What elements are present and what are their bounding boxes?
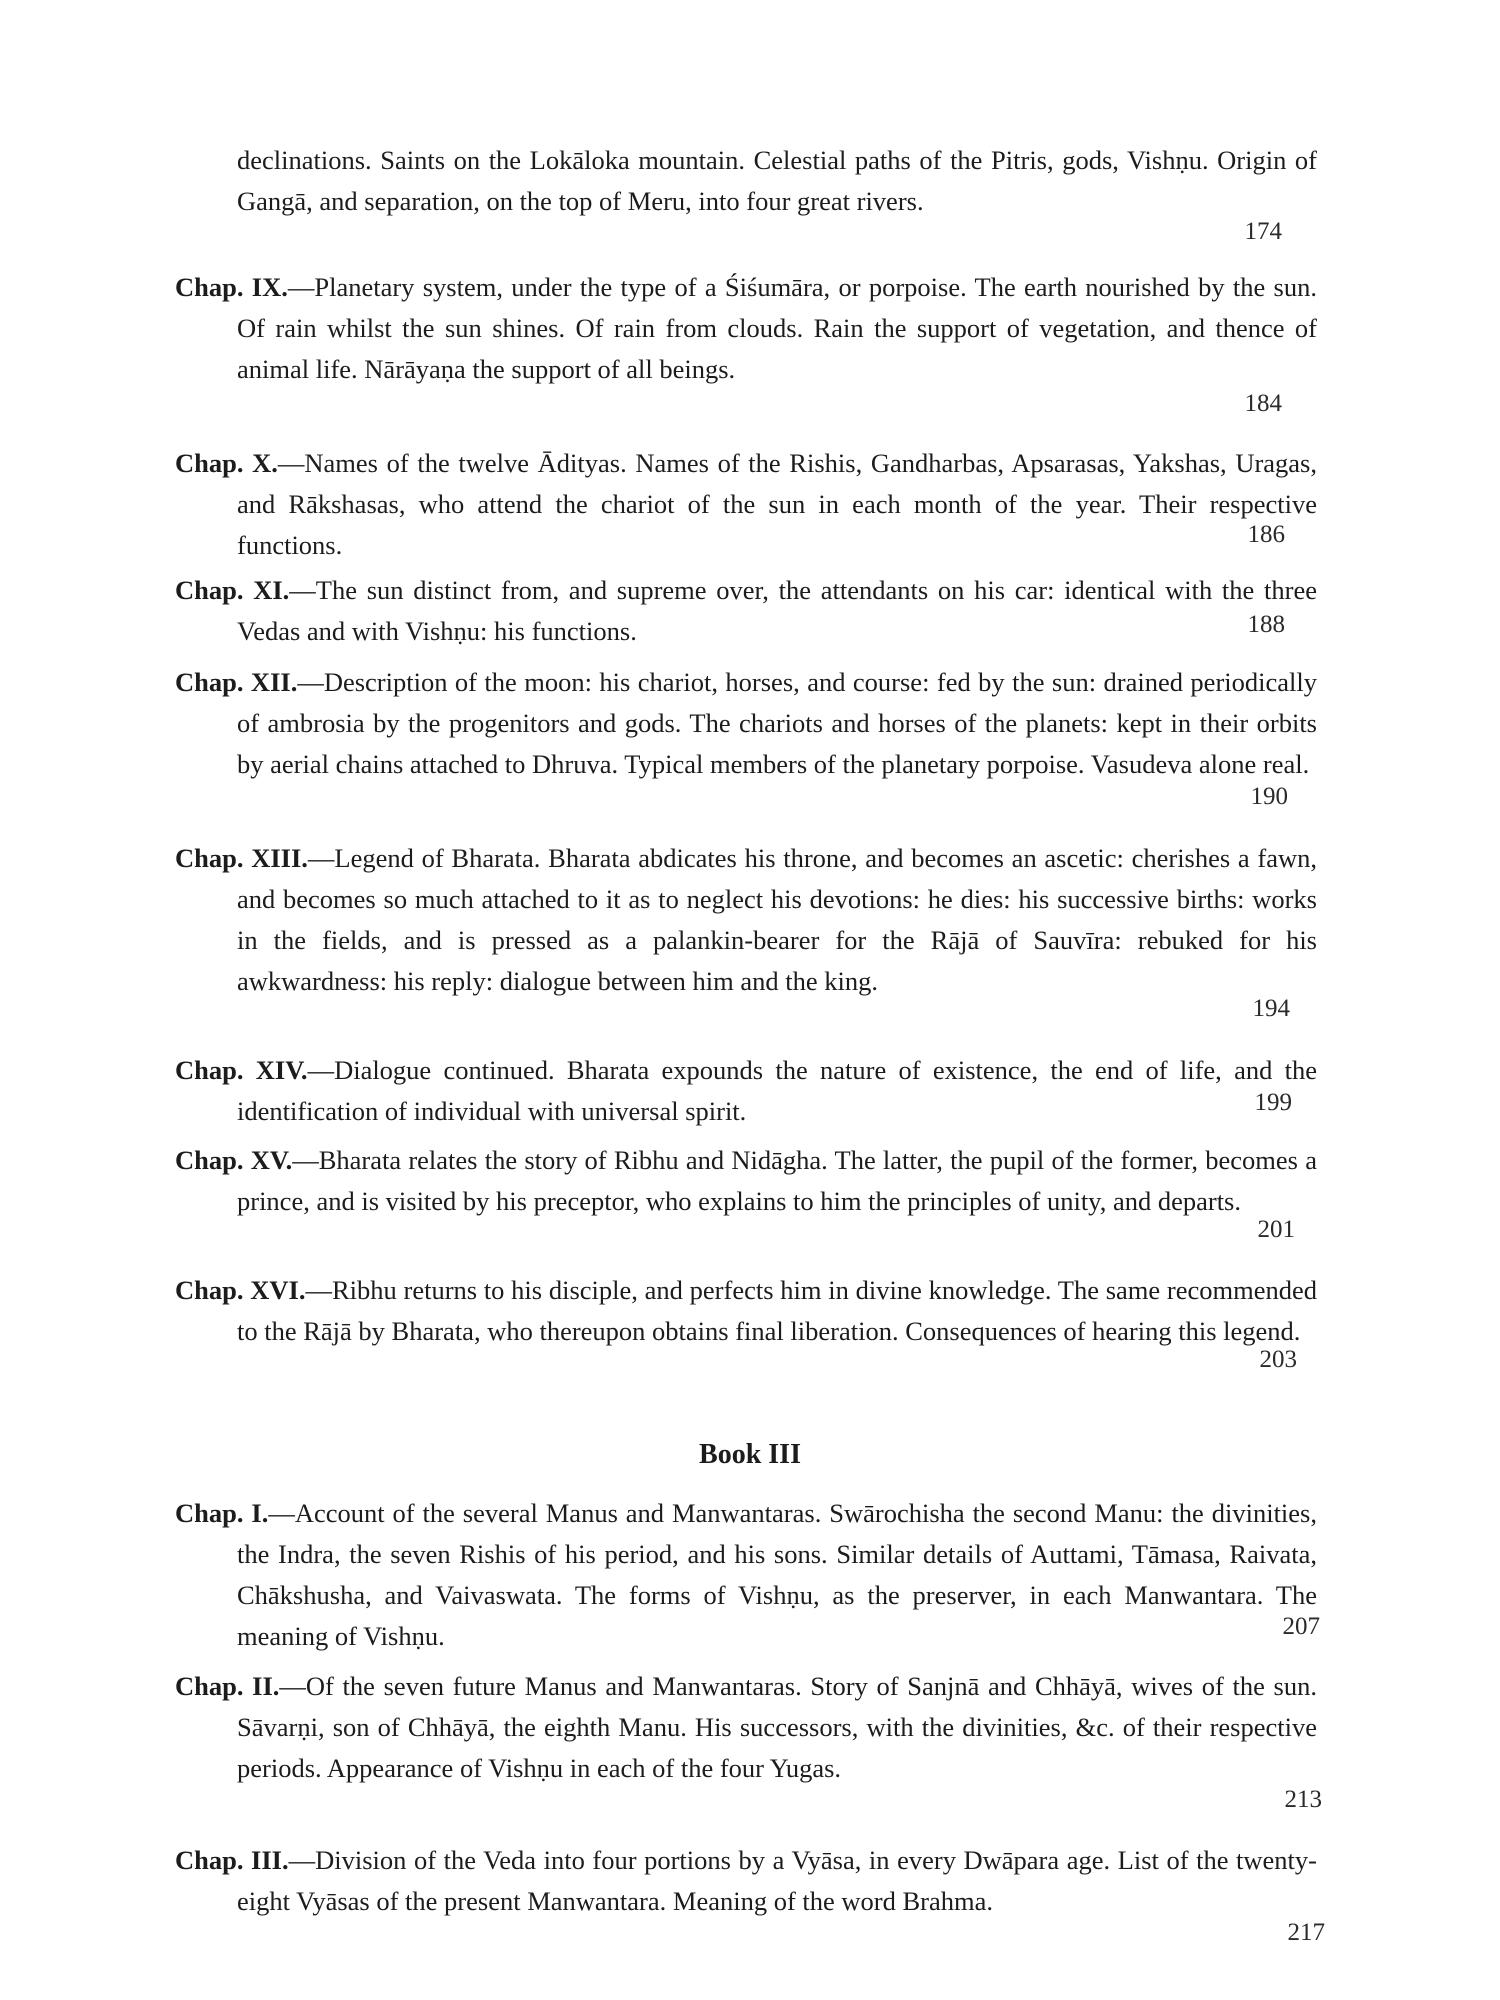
toc-page-number: 186 [1247, 521, 1285, 548]
toc-page-number: 190 [1250, 783, 1288, 810]
toc-entry-text: —Planetary system, under the type of a Śiśumāra, or porpoise. The earth nourished by the sun. Of rain whilst the sun shines. Of rain from clouds. Rain the support of vegetation, and thence of animal life. Nārāyaṇa the support of all beings. [237, 272, 1317, 384]
toc-page-number: 217 [1287, 1919, 1325, 1946]
toc-page-number: 207 [1282, 1613, 1320, 1640]
chapter-label: Chap. III. [175, 1845, 289, 1875]
toc-entry [175, 1050, 1317, 1132]
chapter-label: Chap. XIV. [175, 1055, 308, 1085]
chapter-label: Chap. XI. [175, 575, 290, 605]
chapter-label: Chap. XVI. [175, 1275, 306, 1305]
toc-entry-text: declinations. Saints on the Lokāloka mountain. Celestial paths of the Pitris, gods, Vishṇu. Origin of Gangā, and separation, on the top of Meru, into four great rivers. [237, 145, 1317, 216]
toc-page-number: 199 [1254, 1089, 1292, 1116]
toc-page-number: 188 [1247, 611, 1285, 638]
toc-entry-text: —Legend of Bharata. Bharata abdicates his throne, and becomes an ascetic: cherishes a fawn, and becomes so much attached to it as to neglect his devotions: he dies: his successive births: works in the fields, and is pressed as a palankin-bearer for the Rājā of Sauvīra: rebuked for his awkwardness: his reply: dialogue between him and the king. [237, 843, 1317, 996]
toc-entry-text: —Bharata relates the story of Ribhu and Nidāgha. The latter, the pupil of the former, becomes a prince, and is visited by his preceptor, who explains to him the principles of unity, and departs. [237, 1145, 1317, 1216]
toc-page-number: 184 [1244, 390, 1282, 417]
toc-page-number: 194 [1252, 995, 1290, 1022]
toc-entry [175, 1666, 1317, 1789]
toc-page-number: 174 [1244, 218, 1282, 245]
toc-entry-text: —Of the seven future Manus and Manwantaras. Story of Sanjnā and Chhāyā, wives of the sun. Sāvarṇi, son of Chhāyā, the eighth Manu. His successors, with the divinities, &c. of their respective periods. Appearance of Vishṇu in each of the four Yugas. [237, 1671, 1317, 1783]
toc-entry [175, 1140, 1317, 1222]
toc-entry-text: —The sun distinct from, and supreme over, the attendants on his car: identical with the three Vedas and with Vishṇu: his functions. [237, 575, 1317, 646]
toc-entry-text: —Division of the Veda into four portions by a Vyāsa, in every Dwāpara age. List of the twenty-eight Vyāsas of the present Manwantara. Meaning of the word Brahma. [237, 1845, 1317, 1916]
toc-entry [175, 443, 1317, 566]
chapter-label: Chap. I. [175, 1498, 269, 1528]
toc-entry-text: —Description of the moon: his chariot, horses, and course: fed by the sun: drained periodically of ambrosia by the progenitors and gods. The chariots and horses of the planets: kept in their orbits by aerial chains attached to Dhruva. Typical members of the planetary porpoise. Vasudeva alone real. [237, 667, 1317, 779]
toc-entry [175, 1840, 1317, 1922]
toc-page-number: 201 [1257, 1216, 1295, 1243]
toc-entry-continuation [175, 140, 1317, 222]
toc-entry [175, 838, 1317, 1002]
toc-page-number: 203 [1259, 1346, 1297, 1373]
toc-page-number: 213 [1284, 1786, 1322, 1813]
chapter-label: Chap. XV. [175, 1145, 293, 1175]
toc-entry [175, 570, 1317, 652]
book-heading: Book III [699, 1439, 801, 1470]
toc-entry [175, 267, 1317, 390]
toc-entry-text: —Names of the twelve Ādityas. Names of the Rishis, Gandharbas, Apsarasas, Yakshas, Uragas, and Rākshasas, who attend the chariot of the sun in each month of the year. Their respective functions. [237, 448, 1317, 560]
toc-entry [175, 662, 1317, 785]
toc-entry-text: —Ribhu returns to his disciple, and perfects him in divine knowledge. The same recommended to the Rājā by Bharata, who thereupon obtains final liberation. Consequences of hearing this legend. [237, 1275, 1317, 1346]
chapter-label: Chap. X. [175, 448, 278, 478]
chapter-label: Chap. XII. [175, 667, 298, 697]
chapter-label: Chap. XIII. [175, 843, 308, 873]
toc-entry-text: —Dialogue continued. Bharata expounds the nature of existence, the end of life, and the identification of individual with universal spirit. [237, 1055, 1317, 1126]
chapter-label: Chap. II. [175, 1671, 280, 1701]
chapter-label: Chap. IX. [175, 272, 288, 302]
toc-entry [175, 1270, 1317, 1352]
toc-entry-text: —Account of the several Manus and Manwantaras. Swārochisha the second Manu: the divinities, the Indra, the seven Rishis of his period, and his sons. Similar details of Auttami, Tāmasa, Raivata, Chākshusha, and Vaivaswata. The forms of Vishṇu, as the preserver, in each Manwantara. The meaning of Vishṇu. [237, 1498, 1317, 1651]
